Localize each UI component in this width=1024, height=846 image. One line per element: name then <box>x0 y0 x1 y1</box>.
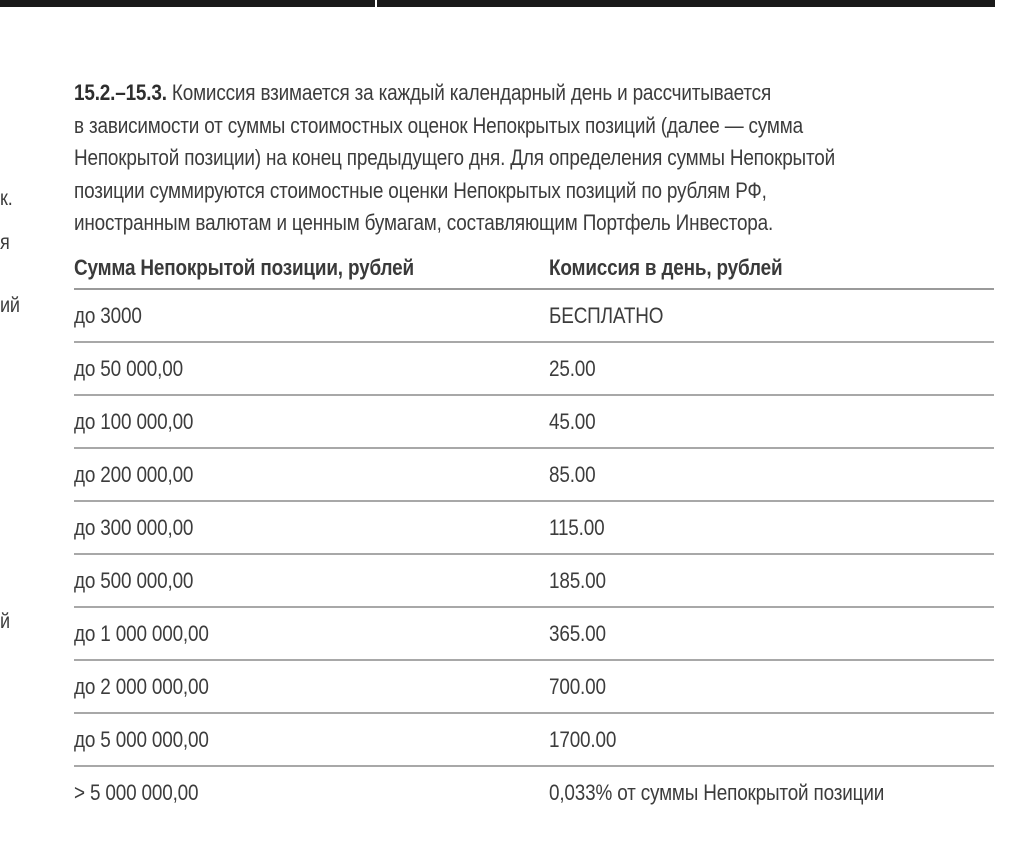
table-row <box>74 289 994 342</box>
table-row <box>74 501 994 554</box>
commission-cell: 365.00 <box>549 607 994 660</box>
commission-cell: 185.00 <box>549 554 994 607</box>
paragraph-line <box>74 77 882 110</box>
commission-paragraph <box>74 77 1014 240</box>
table-row <box>74 607 994 660</box>
paragraph-line: иностранным валютам и ценным бумагам, составляющим Портфель Инвестора. <box>74 210 774 236</box>
amount-cell: > 5 000 000,00 <box>74 779 199 805</box>
commission-cell: 85.00 <box>549 448 994 501</box>
table-row <box>74 713 994 766</box>
amount-cell: до 50 000,00 <box>74 342 549 395</box>
table-row <box>74 660 994 713</box>
table-row <box>74 554 994 607</box>
top-border-bar <box>0 0 995 7</box>
paragraph-line: позиции суммируются стоимостные оценки Непокрытых позиций по рублям РФ, <box>74 177 767 203</box>
section-number: 15.2.–15.3. <box>74 80 167 105</box>
commission-cell: 1700.00 <box>549 713 994 766</box>
amount-cell: до 1 000 000,00 <box>74 607 549 660</box>
amount-cell: до 100 000,00 <box>74 395 549 448</box>
left-column-fragment: ий <box>0 294 20 317</box>
top-border-gap <box>375 0 377 7</box>
commission-cell: 45.00 <box>549 395 994 448</box>
left-column-fragment: я <box>0 231 10 254</box>
amount-cell: до 500 000,00 <box>74 554 549 607</box>
commission-cell: 700.00 <box>549 660 994 713</box>
left-column-fragment: й <box>0 610 10 633</box>
commission-table <box>74 247 994 818</box>
commission-cell: 115.00 <box>549 501 994 554</box>
amount-cell: до 2 000 000,00 <box>74 660 549 713</box>
left-column-fragment: к. <box>0 187 13 210</box>
amount-cell: до 200 000,00 <box>74 448 549 501</box>
paragraph-line: Непокрытой позиции) на конец предыдущего дня. Для определения суммы Непокрытой <box>74 145 836 171</box>
table-header-row <box>74 247 994 289</box>
amount-cell: до 300 000,00 <box>74 501 549 554</box>
amount-cell: до 3000 <box>74 289 549 342</box>
amount-cell: до 5 000 000,00 <box>74 713 549 766</box>
commission-cell: 25.00 <box>549 342 994 395</box>
commission-cell: 0,033% от суммы Непокрытой позиции <box>549 779 885 805</box>
paragraph-line: в зависимости от суммы стоимостных оценок Непокрытых позиций (далее — сумма <box>74 112 803 138</box>
column-header-amount: Сумма Непокрытой позиции, рублей <box>74 247 549 289</box>
commission-cell: БЕСПЛАТНО <box>549 289 994 342</box>
paragraph-line-text: Комиссия взимается за каждый календарный день и рассчитывается <box>166 80 772 105</box>
table-row <box>74 395 994 448</box>
table-row <box>74 448 994 501</box>
column-header-commission: Комиссия в день, рублей <box>549 247 994 289</box>
table-row <box>74 766 994 818</box>
table-row <box>74 342 994 395</box>
